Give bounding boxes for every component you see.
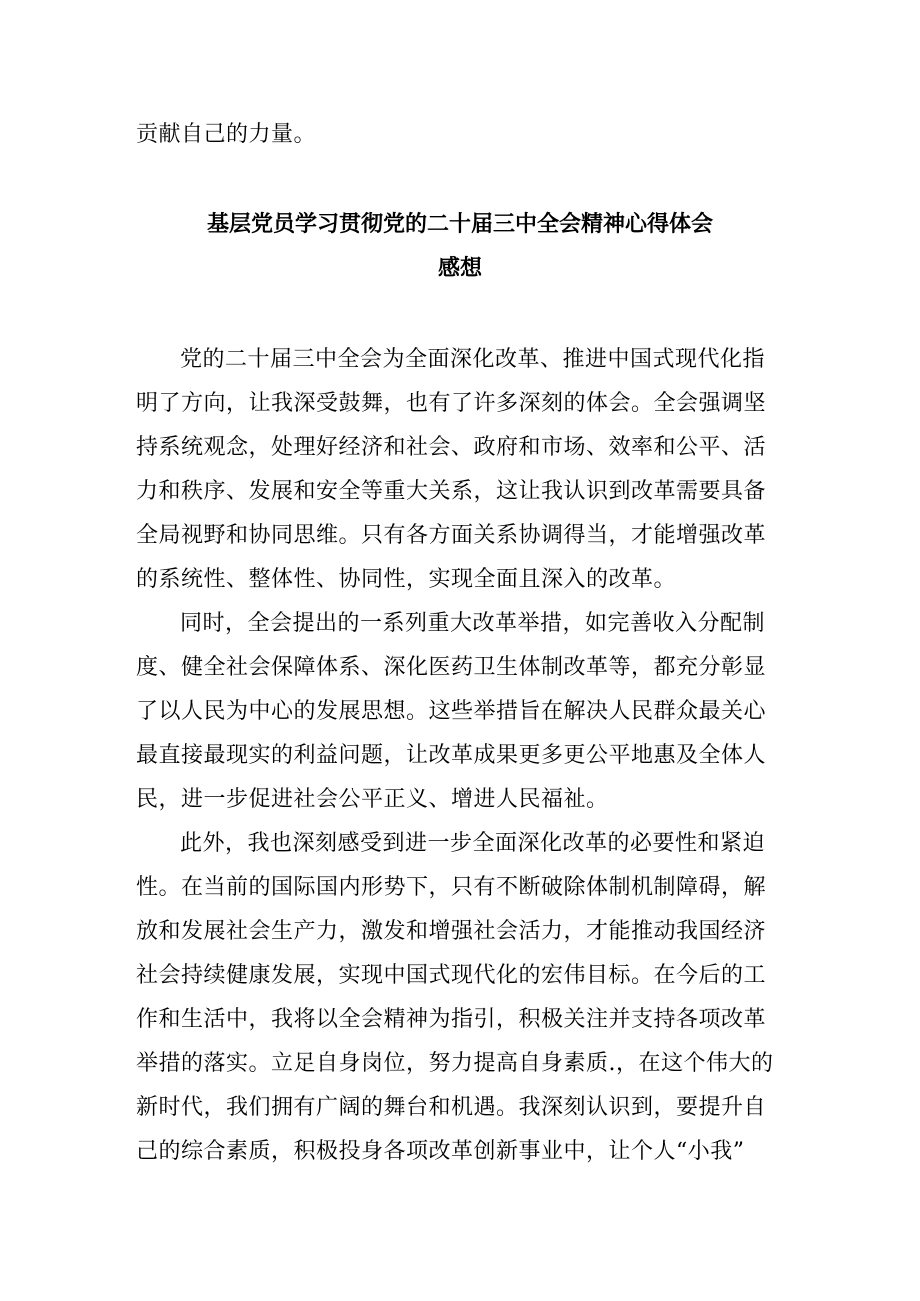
paragraph-3-line-7: 新时代，我们拥有广阔的舞台和机遇。我深刻认识到，要提升自 — [136, 1095, 767, 1120]
paragraph-3-line-5: 作和生活中，我将以全会精神为指引，积极关注并支持各项改革 — [136, 1007, 767, 1032]
carry-over-text: 贡献自己的力量。 — [136, 122, 317, 147]
paragraph-2-line-1: 同时，全会提出的一系列重大改革举措，如完善收入分配制 — [180, 611, 766, 636]
paragraph-1-line-4: 力和秩序、发展和安全等重大关系，这让我认识到改革需要具备 — [136, 479, 767, 504]
paragraph-2-line-3: 了以人民为中心的发展思想。这些举措旨在解决人民群众最关心 — [136, 699, 767, 724]
paragraph-3-line-8: 己的综合素质，积极投身各项改革创新事业中，让个人“小我” — [136, 1139, 745, 1164]
paragraph-1-line-2: 明了方向，让我深受鼓舞，也有了许多深刻的体会。全会强调坚 — [136, 391, 767, 416]
paragraph-1-line-5: 全局视野和协同思维。只有各方面关系协调得当，才能增强改革 — [136, 523, 767, 548]
paragraph-3-line-1: 此外，我也深刻感受到进一步全面深化改革的必要性和紧迫 — [180, 831, 766, 856]
paragraph-3-line-3: 放和发展社会生产力，激发和增强社会活力，才能推动我国经济 — [136, 919, 767, 944]
paragraph-1-line-1: 党的二十届三中全会为全面深化改革、推进中国式现代化指 — [180, 347, 766, 372]
paragraph-2-line-5: 民，进一步促进社会公平正义、增进人民福祉。 — [136, 787, 609, 812]
paragraph-2-line-4: 最直接最现实的利益问题，让改革成果更多更公平地惠及全体人 — [136, 743, 767, 768]
paragraph-1-line-6: 的系统性、整体性、协同性，实现全面且深入的改革。 — [136, 567, 677, 592]
paragraph-2-line-2: 度、健全社会保障体系、深化医药卫生体制改革等，都充分彰显 — [136, 655, 767, 680]
document-title-line-1: 基层党员学习贯彻党的二十届三中全会精神心得体会 — [206, 212, 713, 237]
document-title-line-2: 感想 — [437, 256, 482, 281]
paragraph-3-line-2: 性。在当前的国际国内形势下，只有不断破除体制机制障碍，解 — [136, 875, 767, 900]
paragraph-3-line-4: 社会持续健康发展，实现中国式现代化的宏伟目标。在今后的工 — [136, 963, 767, 988]
paragraph-1-line-3: 持系统观念，处理好经济和社会、政府和市场、效率和公平、活 — [136, 435, 767, 460]
paragraph-3-line-6: 举措的落实。立足自身岗位，努力提高自身素质.，在这个伟大的 — [136, 1051, 774, 1076]
